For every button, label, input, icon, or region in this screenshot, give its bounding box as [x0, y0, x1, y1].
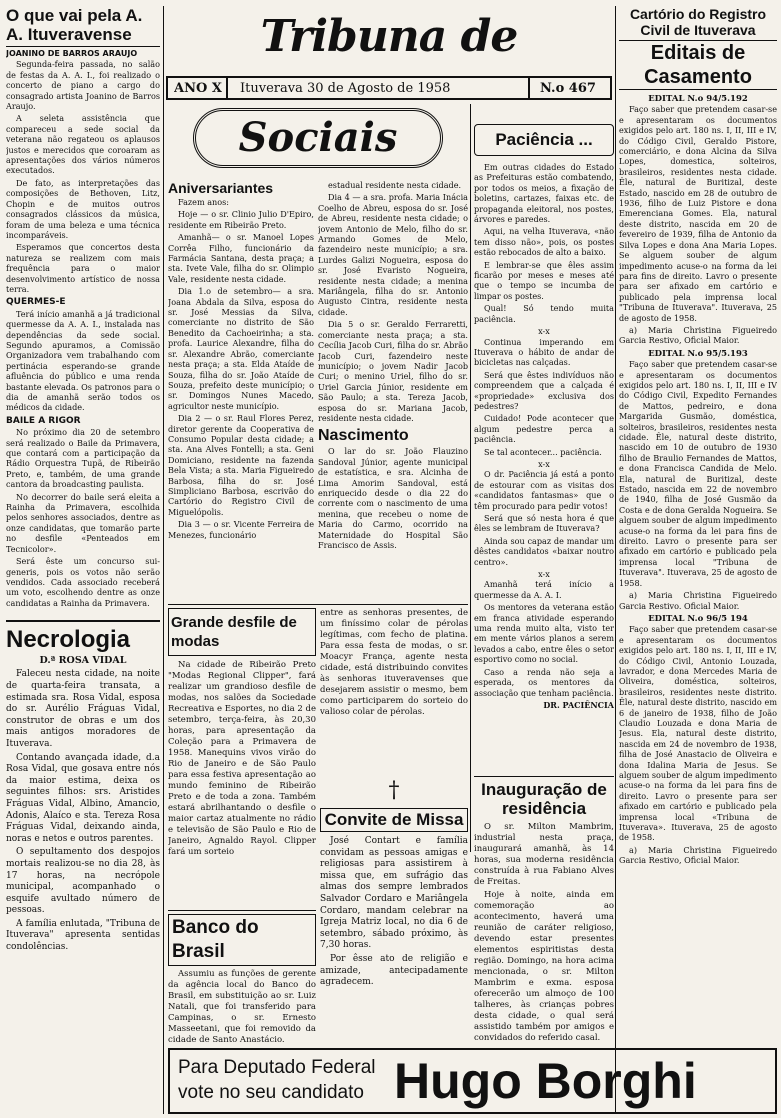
edital-title: EDITAL N.o 94/5.192 — [648, 94, 748, 104]
paragraph: Caso a renda não seja a esperada, os mentores da associação que tenham paciência. — [474, 666, 614, 698]
volume-label: ANO X — [174, 81, 222, 96]
paragraph: Na cidade de Ribeirão Preto "Modas Regional Clipper", fará realizar um grandioso desfile de modas, nos salões da Sociedade Recreativa e Esportes, no dia 2 de setembro, terça-feira, às 20,30 horas, para apresentação da Coleção para a Primavera de 1958. Manequins vivos virão do Rio de Janeiro e de São Paulo para essa festiva apresentação ao mundo feminino de Ribeirão Preto e de toda a zona. Também estará abrilhantando o desfile o maior cartaz atualmente no rádio e televisão de São Paulo e Rio de Janeiro, Agnaldo Rayol. Clipper fará um sorteio — [168, 660, 316, 857]
necrologia-title: Necrologia — [6, 626, 131, 653]
cross-icon: † — [388, 778, 400, 803]
signature: DR. PACIÊNCIA — [543, 699, 614, 710]
cartorio-subtitle: Editais de Casamento — [619, 40, 777, 90]
paragraph: O dr. Paciência já está a ponto de estourar com as visitas dos «candidatos fantasmas» que o têm procurado para pedir votos! — [474, 469, 614, 511]
paragraph: De fato, as interpretações das composições de Bethoven, Litz, Chopin e de muitos outros consagrados clássicos da música, foram de uma beleza e uma técnica incomparáveis. — [6, 177, 160, 240]
paragraph: No próximo dia 20 de setembro será realizado o Baile da Primavera, que contará com a participação da Rádio Orquestra Tupã, de Ribeirão Preto, e, também, de uma grande cantora da broadcasting paulista. — [6, 427, 160, 490]
paragraph: Dia 1.o de setembro— a sra. Joana Abdala da Silva, esposa do sr. José Messias da Silva, comerciante no distrito de São Benedito da Cachoeirinha; a sta. profa. Laurice Alexandre, filha do sr. Alexandre Abrão, comerciante nesta praça; a sta. Elda Ataíde de Souza, filha do sr. João Ataíde de Souza, prefeito deste município; o sr. Domingos Nunes Macedo, agricultor neste município. — [168, 286, 314, 411]
signature: a) Maria Christina Figueiredo Garcia Restivo, Oficial Maior. — [619, 324, 777, 346]
sociais-title: Sociais — [193, 108, 443, 168]
paragraph: Cuidado! Pode acontecer que algum pedestre perca a paciência. — [474, 413, 614, 445]
edital-title: EDITAL N.o 96/5 194 — [648, 613, 748, 624]
divider — [474, 776, 614, 777]
paragraph: José Contart e família convidam as pessoas amigas e religiosas para assistirem à missa que, em sufrágio das almas dos sempre lembrados Salvador Cordaro e Mariângela Cordaro, mandam celebrar na Igreja Matriz local, no dia 6 de setembro, sábado próximo, às 7,30 horas. — [320, 836, 468, 951]
paragraph: Será êste um concurso sui-generis, pois os votos não serão vendidos. Cada associado receberá um voto, escolhendo dentre as onze candidatas a Rainha da Primavera. — [6, 556, 160, 608]
separator-mark: x-x — [538, 326, 550, 337]
column-rule — [163, 6, 164, 1114]
cartorio-column — [619, 6, 777, 1046]
paragraph: A seleta assistência que compareceu a sede social da veterana não regateou os aplausos justos e merecidos que coroaram as apresentações dos vários números executados. — [6, 113, 160, 176]
byline: JOANINO DE BARROS ARAUJO — [6, 49, 138, 58]
paragraph: O sepultamento dos despojos mortais realizou-se no dia 28, às 17 horas, na necrópole municipal, acompanhado o esquife avultado número de pessoas. — [6, 847, 160, 916]
ad-line-2: vote no seu candidato — [178, 1082, 364, 1103]
column-rule — [615, 6, 616, 1114]
paragraph: Será que só nesta hora é que êles se lembram de Ituverava? — [474, 513, 614, 534]
paragraph: Qual! Só tendo muita paciência. — [474, 303, 614, 324]
ad-line-1: Para Deputado Federal — [178, 1057, 376, 1078]
paragraph: Faço saber que pretendem casar-se e apresentaram os documentos exigidos pelo art. 180 ns. I, II, III e IV, do Código Civil, Geraldo Pistore, comerciário, e dona Alcina da Silva Lopes, domestica, solteiros, brasileiros, residentes nesta cidade. Êle, natural de Buritizal, deste Estado, nascido em 28 de outubro de 1936, filho de Luiz Pistore e dona Emerenciana Gomes. Ela, natural deste distrito, nascida em 20 de fevereiro de 1939, filha de Antonio da Silva Lopes e dona Ana Maria Lopes. Se alguem souber de algum impedimento acuse-o na forma da lei para fins de direito. Lavro o presente para ser afixado em cartório e publicado pela imprensa local "Tribuna de Ituverava". Ituverava, 25 de agosto de 1958. — [619, 104, 777, 323]
paragraph: Amanhã— o sr. Manoel Lopes Corrêa Filho, funcionário da Farmácia Santana, desta praça; a sta. Ivete Vale, filha do sr. Olimpio Vale, residente nesta cidade. — [168, 232, 314, 284]
paragraph: Dia 4 — a sra. profa. Maria Inácia Coelho de Abreu, esposa do sr. José de Abreu, residente nesta cidade; o jovem Antonio de Melo, filho do sr. Armando Gomes de Melo, fazendeiro neste município; a sra. Lurdes Galizi Nogueira, esposa do sr. José Evaristo Nogueira, residente nesta cidade; a menina Mariângela, filha do sr. Antonio Augusto Cintra, residente nesta cidade. — [318, 192, 468, 317]
paragraph: Dia 3 — o sr. Vicente Ferreira de Menezes, funcionário — [168, 519, 314, 540]
banco-article — [168, 914, 316, 1044]
divider — [168, 910, 316, 911]
newspaper-title: Tribuna de — [260, 11, 518, 62]
paragraph: O lar do sr. João Flauzino Sandoval Júnior, agente municipal de estatística, e sra. Alcinha de Lima Amorim Sandoval, está enriquecido desde o dia 22 do corrente com o nascimento de uma menina, que recebeu o nome de Maria do Carmo, ocorrido na Maternidade do Hospital São Francisco de Assis. — [318, 446, 468, 550]
dateline-bar — [166, 76, 612, 100]
paragraph: Continua imperando em Ituverava o hábito de andar de bicicletas nas calçadas. — [474, 336, 614, 368]
paragraph: Faleceu nesta cidade, na noite de quarta-feira transata, a estimada sra. Rosa Vidal, esposa do sr. Aurélio Fráguas Vidal, construtor de obras e um dos mais antigos moradores de Ituverava. — [6, 669, 160, 749]
paragraph: Será que êstes indivíduos não compreendem que a calçada é «propriedade» exclusiva dos pedestres? — [474, 369, 614, 411]
paragraph: Assumiu as funções de gerente da agência local do Banco do Brasil, em substituição ao sr. Luiz Natali, que foi transferido para Campinas, o sr. Ernesto Masseetani, que foi removido da cidade de Santo Anastácio. — [168, 969, 316, 1044]
convite-article — [320, 778, 468, 1044]
paragraph: Dia 5 o sr. Geraldo Ferraretti, comerciante nesta praça; a sta. Cecília Jacob Curi, filha do sr. Abrão Jacob Curi, fazendeiro neste município; o jovem Nadir Jacob Curi; o menino Uriel, filho do sr. Uriel Garcia Júnior, residente em São Paulo; a sta. Tereza Jacob, esposa do sr. Mariana Jacob, residente nesta cidade. — [318, 319, 468, 423]
paragraph: Dia 2 — o sr. Raul Flores Perez, diretor gerente da Cooperativa de Consumo Popular desta cidade; a sta. Ana Alves Fontelli; a sta. Geni Domiciano, residente na fazenda Bela Vista; a sta. Maria Figueiredo Barbosa, filha do sr. José Simpliciano Barbosa, escrivão do Cartório do Registro Civil de Miguelópolis. — [168, 413, 314, 517]
edital-title: EDITAL N.o 95/5.193 — [648, 348, 748, 359]
desfile-continued — [320, 608, 468, 776]
left-headline: O que vai pela A. A. Ituveravense — [6, 6, 143, 44]
paragraph: estadual residente nesta cidade. — [328, 180, 462, 190]
paragraph: Por êsse ato de religião e amizade, antecipadamente agradecem. — [320, 953, 468, 988]
paragraph: Faço saber que pretendem casar-se e apresentaram os documentos exigidos pelo art. 180 ns. I, II, III e IV, do Código Civil, Antonio Louzada, lavrador, e dona Mercedes Maria de Oliveira, doméstica, solteiros, brasileiros, residentes neste distrito. Êle, natural deste distrito, nascido em 6 de janeiro de 1938, filho de João Claudio Louzada e dona Maria de Jesus. Ela, natural deste distrito, nascida em 24 de novembro de 1938, filha de José Anastacio de Oliveira e dona Idalina Maria de Jesus. Se alguem souber de algum impedimento acuse-o na forma da lei para fins de direito. Lavro o presente para ser afixado em cartório e publicado pela imprensa local «Tribuna de Ituverava». Ituverava, 25 de agosto de 1958. — [619, 624, 777, 843]
desfile-article — [168, 608, 316, 908]
section-subtitle: BAILE A RIGOR — [6, 415, 81, 426]
paragraph: entre as senhoras presentes, de um finíssimo colar de pérolas legítimas, com fecho de platina. Para essa festa de modas, o sr. Moacyr França, agente nesta cidade, está distribuindo convites às senhoras ituveravenses que desejarem assistir o mesmo, bem como participarem do sorteio do valioso colar de pérolas. — [320, 608, 468, 717]
paragraph: O sr. Milton Mambrim, industrial nesta praça, inaugurará amanhã, às 14 horas, sua moderna residência construída à rua Fabiano Alves de Freitas. — [474, 822, 614, 887]
paragraph: E lembrar-se que êles assim ficarão por meses e meses até que o tempo se incumba de limpar os postes. — [474, 259, 614, 301]
aniversarios-column — [168, 180, 314, 600]
left-column — [6, 6, 160, 618]
paragraph: Hoje à noite, ainda em comemoração ao acontecimento, haverá uma reunião de caráter religioso, devendo estar presentes elementos espiritistas desta região. Domingo, na hora acima mencionada, o sr. Milton Mambrim e exma. esposa oferecerão um almoço de 100 talheres, às crianças pobres desta cidade, o qual será assistido também por amigos e convidados do referido casal. — [474, 890, 614, 1043]
paragraph: Aqui, na velha Ituverava, «não tem disso não», pois, os postes estão rebocados de alto a baixo. — [474, 226, 614, 258]
paragraph: Terá início amanhã a já tradicional quermesse da A. A. I., instalada nas dependências da sede social. Segundo apuramos, a Comissão Organizadora vem trabalhando com pertinácia esperando-se grande afluência do público e uma renda bastante elevada. Os patronos para o dia de amanhã serão todos os médicos da cidade. — [6, 308, 160, 413]
paragraph: Em outras cidades do Estado as Prefeituras estão combatendo, por todos os meios, a fixação de boletins, cartazes, faixas etc. de propaganda eleitoral, nos postes, árvores e paredes. — [474, 162, 614, 225]
cartorio-title: Cartório do Registro Civil de Ituverava — [629, 6, 767, 38]
paragraph: A família enlutada, "Tribuna de Ituverava" apresenta sentidas condolências. — [6, 918, 160, 953]
paragraph: Hoje — o sr. Clinio Julio D'Epiro, residente em Ribeirão Preto. — [168, 209, 314, 230]
paragraph: Se tal acontecer... paciência. — [484, 446, 602, 457]
paragraph: No decorrer do baile será eleita a Rainha da Primavera, escolhida pelos senhores associados, dentre as onze candidatas, que tomarão parte no desfile «Penteados em Tecnicolor». — [6, 491, 160, 554]
date-label: Ituverava 30 de Agosto de 1958 — [240, 81, 451, 96]
banco-title: Banco do Brasil — [168, 914, 316, 966]
paragraph: Faço saber que pretendem casar-se e apresentaram os documentos exigidos pelo art. 180 ns. I, II, III e IV do Código Civil, Expedito Fernandes de Mattos, pedreiro, e dona Margarida Gusmão, doméstica, solteiros, brasileiros, residentes nesta cidade. Êle, natural deste distrito, nascido em 10 de outubro de 1930 filho de Braulio Fernandes de Mattos, e dona Francisca Candida de Melo. Ela, natural de Buritizal, deste Estado, nascida em 22 de novembro de 1940, filha de José Gusmão da Costa e de dona Geralda Nogueira. Se alguem souber de algum impedimento acuse-o na forma da lei para fins de direito. Lavro o presente para ser afixado em cartório e publicado pela imprensa local "Tribuna de Ituverava". Ituverava, 25 de agosto de 1958. — [619, 359, 777, 588]
inauguracao-article — [474, 780, 614, 1044]
paragraph: Os mentores da veterana estão em franca atividade esperando uma renda muito alta, visto ter em mente vários planos a serem levados a cabo, entre êles o setor esportivo como no social. — [474, 602, 614, 665]
paragraph: Fazem anos: — [178, 197, 229, 207]
paciencia-title: Paciência ... — [474, 124, 614, 156]
separator-mark: x-x — [538, 569, 550, 580]
sociais-column-2 — [318, 180, 468, 600]
masthead — [166, 4, 612, 74]
convite-title: Convite de Missa — [320, 808, 468, 832]
paragraph: Amanhã terá início a quermesse da A. A. I. — [474, 579, 614, 600]
nascimento-title: Nascimento — [318, 427, 409, 445]
ad-candidate-name: Hugo Borghi — [394, 1053, 697, 1109]
sociais-banner — [168, 104, 468, 178]
necrologia-article — [6, 626, 160, 1114]
inauguracao-title: Inauguração de residência — [481, 780, 607, 818]
aniversarios-title: Aniversariantes — [168, 180, 274, 196]
desfile-title: Grande desfile de modas — [168, 608, 316, 656]
campaign-ad — [168, 1048, 777, 1114]
issue-number: N.o 467 — [540, 81, 596, 96]
paciencia-column — [474, 104, 614, 852]
necrologia-name: D.ª ROSA VIDAL — [39, 655, 127, 666]
paragraph: Segunda-feira passada, no salão de festas da A. A. I., foi realizado o concerto de piano a cargo do consagrado artista Joanino de Barros Araujo. — [6, 59, 160, 112]
separator-mark: x-x — [538, 458, 550, 469]
column-rule — [470, 104, 471, 852]
paragraph: Esperamos que concertos desta natureza se realizem com mais frequência para o maior desenvolvimento artístico de nossa terra. — [6, 242, 160, 294]
divider — [6, 620, 160, 622]
divider — [168, 604, 468, 605]
section-subtitle: QUERMES-E — [6, 297, 66, 308]
signature: a) Maria Christina Figueiredo Garcia Restivo, Oficial Maior. — [619, 844, 777, 866]
paragraph: Contando avançada idade, d.a Rosa Vidal, que gosava entre nós da maior estima, deixa os seguintes filhos: srs. Aristides Fráguas Vidal, Albino, Amancio, Adonis, Alaíco e sta. Tereza Rosa Fráguas Vidal, deixando ainda, noras e netos e outros parentes. — [6, 752, 160, 844]
divider — [6, 46, 160, 47]
paragraph: Ainda sou capaz de mandar um dêstes candidatos «baixar noutro centro». — [474, 535, 614, 567]
signature: a) Maria Christina Figueiredo Garcia Restivo. Oficial Maior. — [619, 590, 777, 611]
